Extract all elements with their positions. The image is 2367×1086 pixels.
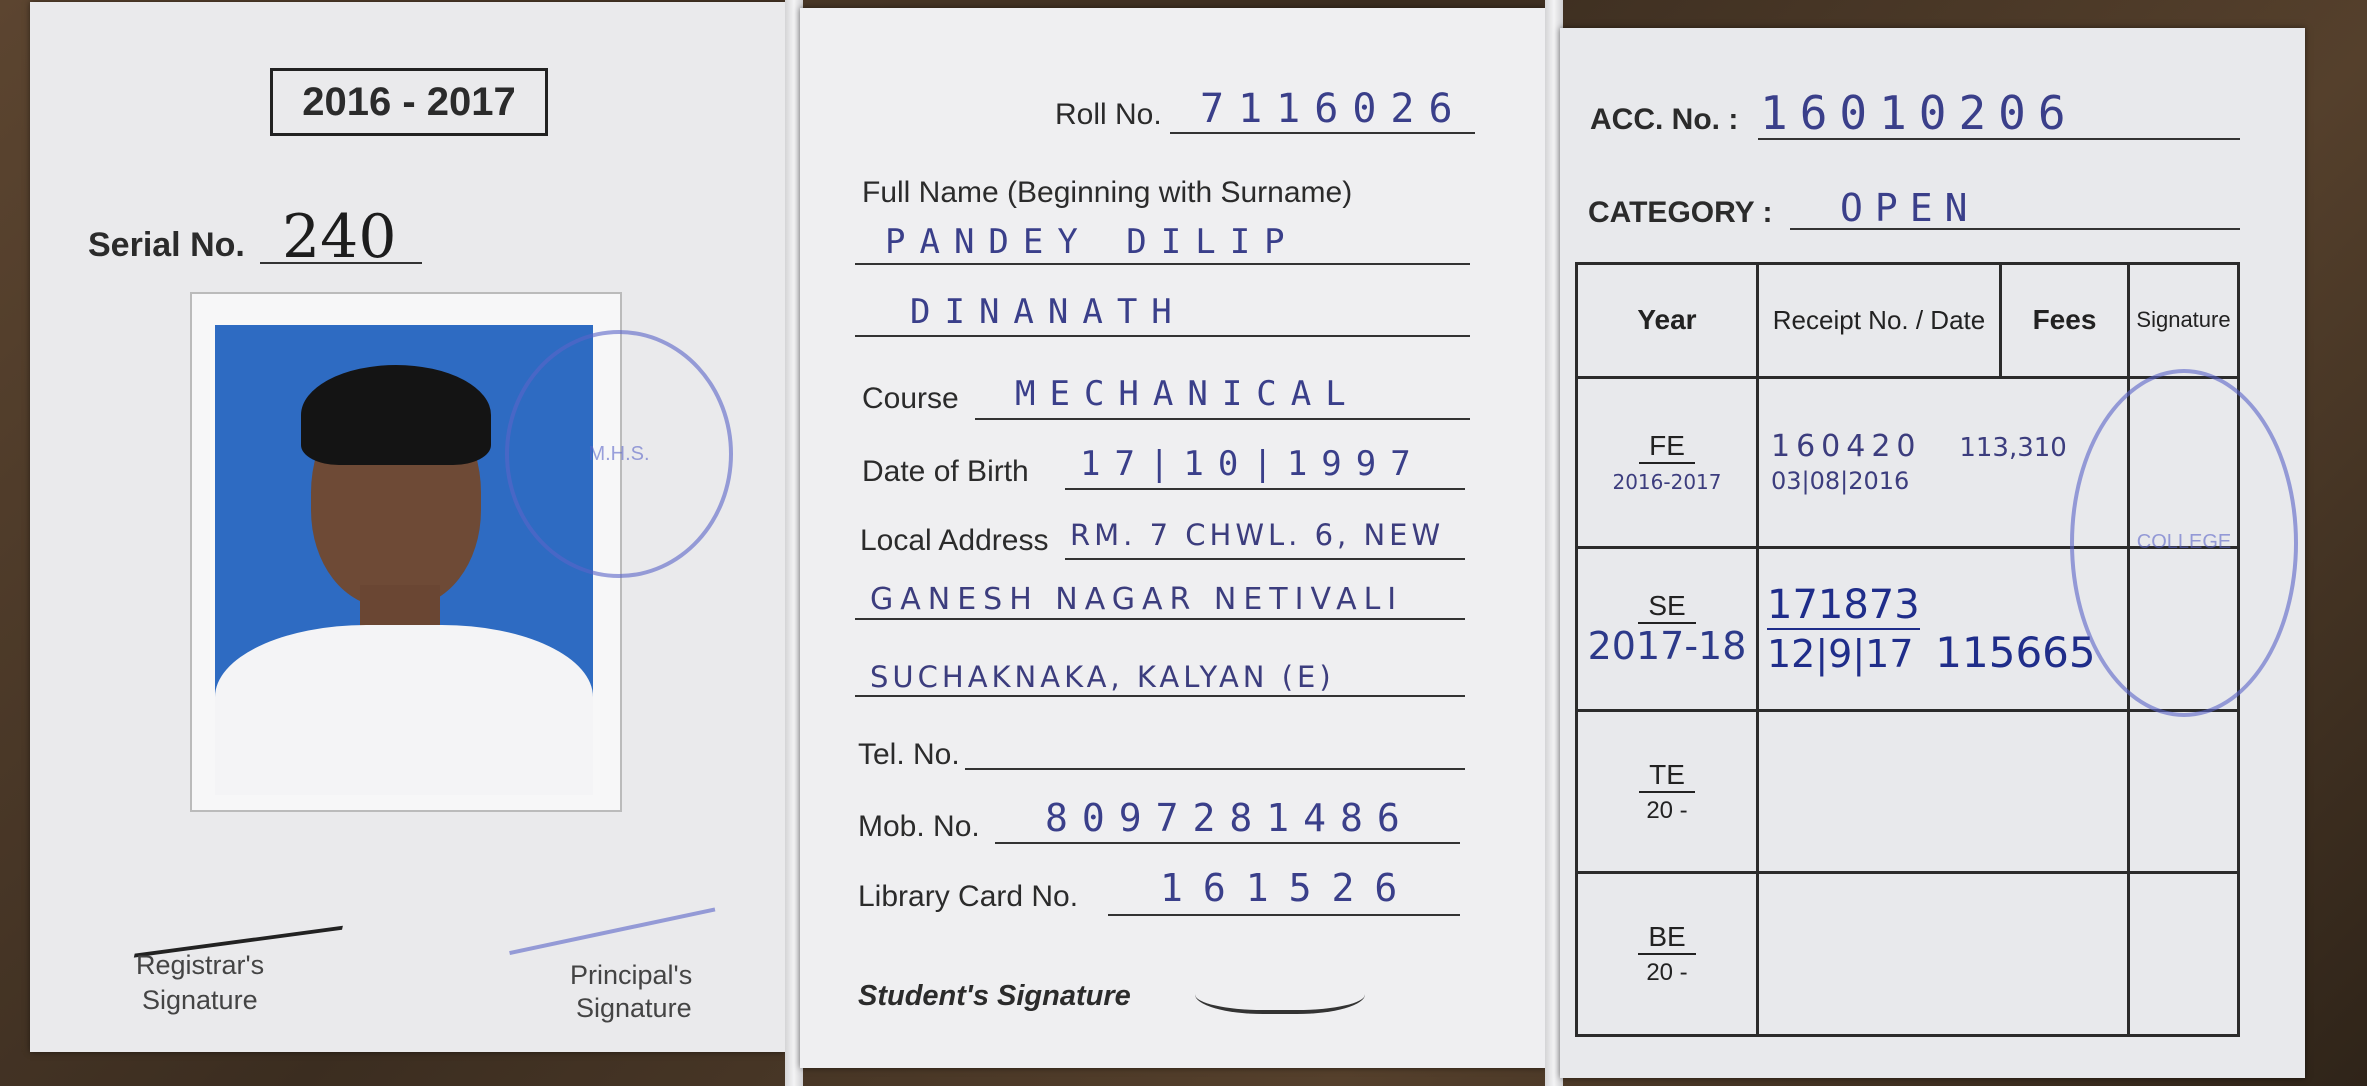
dob-underline [1065, 488, 1465, 490]
year-cell [1577, 873, 1758, 1036]
table-row [1577, 710, 2239, 873]
receipt-date: 12|9|17 [1767, 631, 1914, 676]
name-underline-1 [855, 263, 1470, 265]
year-cell [1577, 548, 1758, 711]
roll-label: Roll No. [1055, 98, 1162, 131]
serial-label: Serial No. [88, 226, 245, 264]
principal-label-2: Signature [576, 993, 692, 1023]
library-underline [1108, 914, 1460, 916]
receipt-number: 171873 [1767, 581, 1920, 628]
name-underline-2 [855, 335, 1470, 337]
roll-underline [1170, 132, 1475, 134]
roll-value: 7116026 [1200, 86, 1467, 132]
year-cell [1577, 710, 1758, 873]
year-label: SE [1638, 590, 1695, 624]
principal-label-1: Principal's [570, 960, 693, 990]
serial-value: 240 [282, 202, 397, 272]
fees-amount: 115665 [1935, 627, 2096, 677]
name-label: Full Name (Beginning with Surname) [862, 176, 1353, 209]
dob-value: 17|10|1997 [1080, 444, 1425, 484]
session-box [270, 68, 548, 136]
year-range: 20 - [1646, 959, 1688, 987]
address-label: Local Address [860, 524, 1049, 557]
college-stamp-left: M.H.S. [505, 330, 733, 578]
mob-value: 8097281486 [1045, 796, 1414, 840]
tel-label: Tel. No. [858, 738, 960, 771]
header-year: Year [1577, 264, 1758, 378]
library-value: 161526 [1160, 866, 1418, 910]
acc-value: 16010206 [1760, 86, 2078, 140]
receipt-cell [1758, 710, 2129, 873]
signature-cell [2129, 710, 2239, 873]
year-label: TE [1639, 759, 1695, 793]
registrar-label-1: Registrar's [136, 950, 265, 980]
address-line1: RM. 7 CHWL. 6, NEW [1070, 518, 1445, 552]
fees-amount: 113,310 [1959, 433, 2067, 464]
year-label: BE [1638, 921, 1695, 955]
registrar-label-2: Signature [142, 985, 258, 1015]
dob-label: Date of Birth [862, 455, 1029, 488]
category-label: CATEGORY : [1588, 196, 1773, 229]
table-row [1577, 548, 2239, 711]
header-signature: Signature [2129, 264, 2239, 378]
mob-underline [995, 842, 1460, 844]
receipt-cell [1758, 873, 2129, 1036]
year-range: 20 - [1646, 796, 1688, 824]
receipt-date: 03|08|2016 [1771, 467, 1910, 496]
address-underline-2 [855, 618, 1465, 620]
year-range: 2017-18 [1587, 624, 1747, 669]
table-row [1577, 377, 2239, 548]
signature-cell [2129, 377, 2239, 554]
library-label: Library Card No. [858, 880, 1079, 913]
receipt-number: 160420 [1771, 429, 1922, 465]
name-line2: DINANATH [910, 292, 1186, 332]
category-value: OPEN [1840, 186, 1980, 230]
fees-table [1575, 262, 2240, 1037]
signature-cell [2129, 548, 2239, 711]
course-label: Course [862, 382, 959, 415]
name-line1: PANDEY DILIP [885, 222, 1299, 262]
acc-label: ACC. No. : [1590, 103, 1739, 136]
header-receipt: Receipt No. / Date [1758, 264, 2001, 378]
course-underline [975, 418, 1470, 420]
year-cell [1577, 377, 1758, 548]
header-fees: Fees [2001, 264, 2129, 378]
address-underline-1 [1065, 558, 1465, 560]
receipt-cell [1758, 548, 2129, 711]
year-range: 2016-2017 [1612, 469, 1722, 494]
session-text: 2016 - 2017 [302, 79, 516, 124]
photo-shirt [215, 625, 593, 795]
student-signature-label: Student's Signature [858, 980, 1131, 1012]
mob-label: Mob. No. [858, 810, 980, 843]
tel-underline [965, 768, 1465, 770]
signature-cell [2129, 873, 2239, 1036]
address-line3: SUCHAKNAKA, KALYAN (E) [870, 660, 1335, 694]
college-stamp-right: COLLEGE [2070, 369, 2298, 717]
photo-hair [301, 365, 491, 465]
address-line2: GANESH NAGAR NETIVALI [870, 582, 1404, 617]
table-row [1577, 873, 2239, 1036]
year-label: FE [1639, 430, 1695, 464]
address-underline-3 [855, 695, 1465, 697]
student-signature-mark [1195, 965, 1365, 1014]
course-value: MECHANICAL [1015, 374, 1360, 414]
